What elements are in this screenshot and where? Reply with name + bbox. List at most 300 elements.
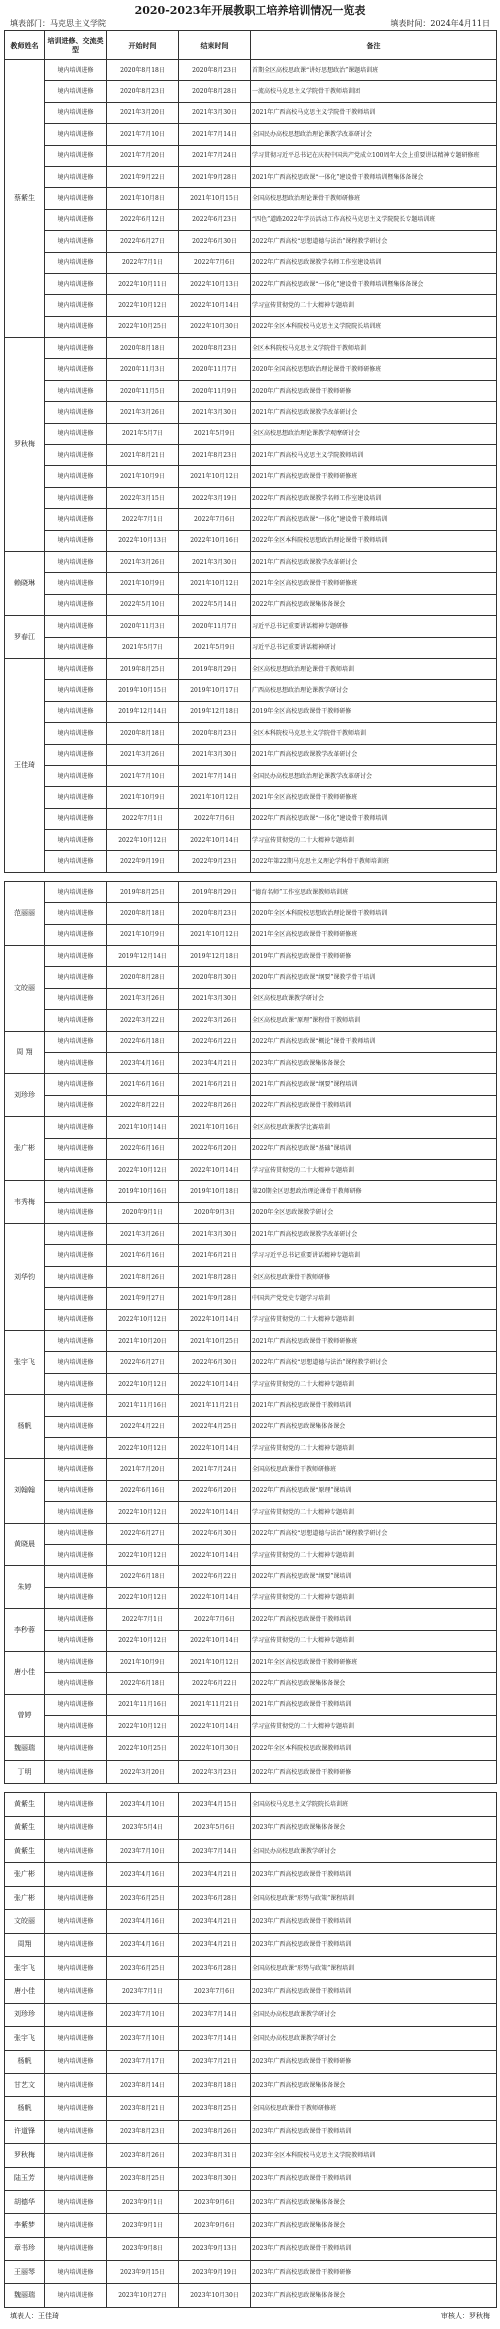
table-row bbox=[5, 2027, 497, 2050]
remarks-cell: 2022年广西高校思政课“一体化”建设骨干教师培训暨集体备课会 bbox=[251, 273, 497, 294]
end-date-cell: 2021年11月21日 bbox=[179, 1395, 251, 1416]
start-date-cell: 2022年9月19日 bbox=[107, 851, 179, 872]
remarks-cell: 2021年广西高校思政课“一体化”建设骨干教师培训暨集体备课会 bbox=[251, 166, 497, 187]
start-date-cell: 2022年10月12日 bbox=[107, 1630, 179, 1651]
training-type-cell: 境内培训进修 bbox=[45, 1886, 107, 1909]
remarks-cell: 学习宣传贯彻党的二十大精神专题培训 bbox=[251, 1716, 497, 1737]
start-date-cell: 2019年8月25日 bbox=[107, 881, 179, 902]
teacher-name-cell: 杨帆 bbox=[5, 2097, 45, 2120]
end-date-cell: 2022年7月6日 bbox=[179, 808, 251, 829]
section-gap bbox=[5, 872, 497, 881]
remarks-cell: 全国高校思政课“形势与政策”课程培训 bbox=[251, 1886, 497, 1909]
end-date-cell: 2022年6月30日 bbox=[179, 1523, 251, 1544]
teacher-name-cell: 张广彬 bbox=[5, 1886, 45, 1909]
start-date-cell: 2023年10月27日 bbox=[107, 2284, 179, 2307]
training-type-cell: 境内培训进修 bbox=[45, 1074, 107, 1095]
table-row bbox=[5, 359, 497, 380]
table-row bbox=[5, 1886, 497, 1909]
training-type-cell: 境内培训进修 bbox=[45, 1288, 107, 1309]
start-date-cell: 2023年6月25日 bbox=[107, 1956, 179, 1979]
start-date-cell: 2022年10月12日 bbox=[107, 830, 179, 851]
table-row bbox=[5, 616, 497, 637]
teacher-name-cell: 赖晓琳 bbox=[5, 551, 45, 615]
training-type-cell: 境内培训进修 bbox=[45, 1673, 107, 1694]
training-type-cell: 境内培训进修 bbox=[45, 903, 107, 924]
remarks-cell: 2022年广西高校“思想道德与法治”课程教学研讨会 bbox=[251, 1523, 497, 1544]
training-type-cell: 境内培训进修 bbox=[45, 573, 107, 594]
start-date-cell: 2023年8月21日 bbox=[107, 2097, 179, 2120]
start-date-cell: 2023年8月25日 bbox=[107, 2167, 179, 2190]
end-date-cell: 2021年8月23日 bbox=[179, 445, 251, 466]
training-type-cell: 境内培训进修 bbox=[45, 2003, 107, 2026]
end-date-cell: 2022年4月25日 bbox=[179, 1416, 251, 1437]
remarks-cell: 2021年全区高校思政课骨干教师研修班 bbox=[251, 787, 497, 808]
start-date-cell: 2021年10月9日 bbox=[107, 466, 179, 487]
end-date-cell: 2021年10月15日 bbox=[179, 188, 251, 209]
end-date-cell: 2023年8月30日 bbox=[179, 2167, 251, 2190]
start-date-cell: 2021年7月10日 bbox=[107, 124, 179, 145]
end-date-cell: 2022年10月14日 bbox=[179, 1502, 251, 1523]
start-date-cell: 2021年8月26日 bbox=[107, 1266, 179, 1287]
training-type-cell: 境内培训进修 bbox=[45, 1331, 107, 1352]
training-type-cell: 境内培训进修 bbox=[45, 2284, 107, 2307]
start-date-cell: 2023年7月1日 bbox=[107, 1980, 179, 2003]
training-type-cell: 境内培训进修 bbox=[45, 338, 107, 359]
training-type-cell: 境内培训进修 bbox=[45, 1737, 107, 1760]
table-row bbox=[5, 1438, 497, 1459]
training-type-cell: 境内培训进修 bbox=[45, 295, 107, 316]
training-type-cell: 境内培训进修 bbox=[45, 808, 107, 829]
start-date-cell: 2022年6月18日 bbox=[107, 1031, 179, 1052]
start-date-cell: 2021年3月26日 bbox=[107, 551, 179, 572]
training-type-cell: 境内培训进修 bbox=[45, 530, 107, 551]
remarks-cell: 2019年全区高校思政课骨干教师研修 bbox=[251, 701, 497, 722]
remarks-cell: 学习宣传贯彻党的二十大精神专题培训 bbox=[251, 1159, 497, 1180]
table-row bbox=[5, 988, 497, 1009]
start-date-cell: 2023年4月16日 bbox=[107, 1910, 179, 1933]
end-date-cell: 2023年10月30日 bbox=[179, 2284, 251, 2307]
end-date-cell: 2022年10月14日 bbox=[179, 1309, 251, 1330]
start-date-cell: 2020年9月1日 bbox=[107, 1202, 179, 1223]
training-type-cell: 境内培训进修 bbox=[45, 1910, 107, 1933]
remarks-cell: 2020年广西高校思政课“纲要”课教学骨干培训 bbox=[251, 967, 497, 988]
remarks-cell: 2022年广西高校思政课骨干教师培训 bbox=[251, 1095, 497, 1116]
training-type-cell: 境内培训进修 bbox=[45, 2190, 107, 2213]
start-date-cell: 2019年8月25日 bbox=[107, 658, 179, 679]
remarks-cell: 全国高校思想政治理论课骨干教师研修班 bbox=[251, 188, 497, 209]
table-row bbox=[5, 102, 497, 123]
training-type-cell: 境内培训进修 bbox=[45, 145, 107, 166]
table-row bbox=[5, 1288, 497, 1309]
teacher-name-cell: 刘珍珍 bbox=[5, 1074, 45, 1117]
teacher-name-cell: 张广彬 bbox=[5, 1863, 45, 1886]
start-date-cell: 2021年10月20日 bbox=[107, 1331, 179, 1352]
remarks-cell: 2021年广西高校思政课教学改革研讨会 bbox=[251, 1224, 497, 1245]
start-date-cell: 2021年10月9日 bbox=[107, 1651, 179, 1672]
training-type-cell: 境内培训进修 bbox=[45, 1544, 107, 1565]
end-date-cell: 2021年3月30日 bbox=[179, 988, 251, 1009]
end-date-cell: 2023年5月6日 bbox=[179, 1816, 251, 1839]
start-date-cell: 2023年5月4日 bbox=[107, 1816, 179, 1839]
table-row bbox=[5, 1760, 497, 1783]
teacher-name-cell: 许道锋 bbox=[5, 2120, 45, 2143]
start-date-cell: 2023年7月10日 bbox=[107, 2003, 179, 2026]
table-row bbox=[5, 1716, 497, 1737]
table-row bbox=[5, 1910, 497, 1933]
training-type-cell: 境内培训进修 bbox=[45, 1694, 107, 1715]
start-date-cell: 2020年8月18日 bbox=[107, 903, 179, 924]
training-type-cell: 境内培训进修 bbox=[45, 1117, 107, 1138]
start-date-cell: 2023年4月10日 bbox=[107, 1793, 179, 1816]
teacher-name-cell: 李紫梦 bbox=[5, 2214, 45, 2237]
training-type-cell: 境内培训进修 bbox=[45, 881, 107, 902]
filler-info bbox=[10, 2310, 59, 2322]
end-date-cell: 2020年11月9日 bbox=[179, 380, 251, 401]
table-row bbox=[5, 2050, 497, 2073]
end-date-cell: 2021年7月24日 bbox=[179, 1459, 251, 1480]
teacher-name-cell: 黄紫生 bbox=[5, 1793, 45, 1816]
end-date-cell: 2023年7月14日 bbox=[179, 2027, 251, 2050]
training-type-cell: 境内培训进修 bbox=[45, 1459, 107, 1480]
end-date-cell: 2021年10月12日 bbox=[179, 573, 251, 594]
remarks-cell: 2022年广西高校思政课骨干教师研修 bbox=[251, 1760, 497, 1783]
remarks-cell: 习近平总书记重要讲话精神专题研修 bbox=[251, 616, 497, 637]
remarks-cell: 学习宣传贯彻党的二十大精神专题培训 bbox=[251, 1502, 497, 1523]
end-date-cell: 2021年10月16日 bbox=[179, 1117, 251, 1138]
start-date-cell: 2022年4月22日 bbox=[107, 1416, 179, 1437]
table-row bbox=[5, 1502, 497, 1523]
end-date-cell: 2021年10月12日 bbox=[179, 924, 251, 945]
training-type-cell: 境内培训进修 bbox=[45, 316, 107, 337]
start-date-cell: 2021年9月27日 bbox=[107, 1288, 179, 1309]
header-meta bbox=[4, 18, 496, 30]
training-type-cell: 境内培训进修 bbox=[45, 2050, 107, 2073]
teacher-name-cell: 丁明 bbox=[5, 1760, 45, 1783]
teacher-name-cell: 王佳琦 bbox=[5, 658, 45, 872]
end-date-cell: 2021年7月14日 bbox=[179, 124, 251, 145]
teacher-name-cell: 张宇飞 bbox=[5, 1956, 45, 1979]
end-date-cell: 2021年3月30日 bbox=[179, 744, 251, 765]
reviewer-label: 审核人： bbox=[441, 2311, 469, 2320]
remarks-cell: 2023年广西高校思政课集体备课会 bbox=[251, 1052, 497, 1073]
remarks-cell: 全国高校马克思主义学院院长培训班 bbox=[251, 1793, 497, 1816]
table-row bbox=[5, 1863, 497, 1886]
start-date-cell: 2023年7月10日 bbox=[107, 2027, 179, 2050]
page-title: 2020-2023年开展教职工培养培训情况一览表 bbox=[134, 4, 366, 17]
start-date-cell: 2021年3月26日 bbox=[107, 744, 179, 765]
filler-value: 王佳琦 bbox=[38, 2311, 59, 2320]
teacher-name-cell: 蔡紫生 bbox=[5, 60, 45, 338]
start-date-cell: 2022年7月1日 bbox=[107, 1609, 179, 1630]
table-row bbox=[5, 1095, 497, 1116]
end-date-cell: 2022年7月6日 bbox=[179, 509, 251, 530]
table-row bbox=[5, 2284, 497, 2307]
table-row bbox=[5, 1694, 497, 1715]
remarks-cell: 2021年广西高校思政课教学改革研讨会 bbox=[251, 402, 497, 423]
start-date-cell: 2021年10月14日 bbox=[107, 1117, 179, 1138]
table-row bbox=[5, 338, 497, 359]
end-date-cell: 2021年3月30日 bbox=[179, 102, 251, 123]
table-row bbox=[5, 1052, 497, 1073]
col-start-date: 开始时间 bbox=[107, 31, 179, 60]
table-row bbox=[5, 1587, 497, 1608]
teacher-name-cell: 罗秋梅 bbox=[5, 338, 45, 552]
end-date-cell: 2020年8月23日 bbox=[179, 60, 251, 81]
table-row bbox=[5, 2144, 497, 2167]
end-date-cell: 2020年8月28日 bbox=[179, 81, 251, 102]
remarks-cell: 学习宣传贯彻党的二十大精神专题培训 bbox=[251, 1309, 497, 1330]
table-row bbox=[5, 881, 497, 902]
start-date-cell: 2022年10月12日 bbox=[107, 295, 179, 316]
end-date-cell: 2022年7月6日 bbox=[179, 1609, 251, 1630]
remarks-cell: 2022年广西高校思政课“概论”课骨干教师培训 bbox=[251, 1031, 497, 1052]
table-row bbox=[5, 637, 497, 658]
time-info bbox=[390, 18, 490, 30]
start-date-cell: 2022年6月12日 bbox=[107, 209, 179, 230]
teacher-name-cell: 文皎丽 bbox=[5, 1910, 45, 1933]
teacher-name-cell: 朱婷 bbox=[5, 1566, 45, 1609]
remarks-cell: 2023年广西高校思政课骨干教师培训 bbox=[251, 2120, 497, 2143]
training-type-cell: 境内培训进修 bbox=[45, 359, 107, 380]
remarks-cell: 2021年全区高校思政课骨干教师研修班 bbox=[251, 924, 497, 945]
start-date-cell: 2022年6月16日 bbox=[107, 1138, 179, 1159]
training-type-cell: 境内培训进修 bbox=[45, 1480, 107, 1501]
end-date-cell: 2021年10月12日 bbox=[179, 1651, 251, 1672]
end-date-cell: 2021年9月28日 bbox=[179, 1288, 251, 1309]
training-type-cell: 境内培训进修 bbox=[45, 1395, 107, 1416]
table-row bbox=[5, 1331, 497, 1352]
start-date-cell: 2020年11月3日 bbox=[107, 616, 179, 637]
end-date-cell: 2019年10月18日 bbox=[179, 1181, 251, 1202]
end-date-cell: 2021年3月30日 bbox=[179, 1224, 251, 1245]
training-type-cell: 境内培训进修 bbox=[45, 658, 107, 679]
training-type-cell: 境内培训进修 bbox=[45, 2237, 107, 2260]
end-date-cell: 2022年6月22日 bbox=[179, 1566, 251, 1587]
table-header-row bbox=[5, 31, 497, 60]
end-date-cell: 2021年8月28日 bbox=[179, 1266, 251, 1287]
training-type-cell: 境内培训进修 bbox=[45, 1651, 107, 1672]
section-1-body bbox=[5, 60, 497, 873]
remarks-cell: 全国高校思政课骨干教师研修班 bbox=[251, 2097, 497, 2120]
table-row bbox=[5, 830, 497, 851]
training-type-cell: 境内培训进修 bbox=[45, 2027, 107, 2050]
training-type-cell: 境内培训进修 bbox=[45, 1373, 107, 1394]
table-row bbox=[5, 145, 497, 166]
end-date-cell: 2023年6月28日 bbox=[179, 1886, 251, 1909]
start-date-cell: 2022年3月22日 bbox=[107, 1010, 179, 1031]
start-date-cell: 2019年12月14日 bbox=[107, 946, 179, 967]
training-type-cell: 境内培训进修 bbox=[45, 2097, 107, 2120]
end-date-cell: 2021年3月30日 bbox=[179, 551, 251, 572]
start-date-cell: 2021年10月9日 bbox=[107, 573, 179, 594]
teacher-name-cell: 章书珍 bbox=[5, 2237, 45, 2260]
table-footer bbox=[4, 2310, 496, 2322]
table-row bbox=[5, 380, 497, 401]
table-row bbox=[5, 1933, 497, 1956]
table-row bbox=[5, 188, 497, 209]
table-row bbox=[5, 209, 497, 230]
table-row bbox=[5, 530, 497, 551]
table-row bbox=[5, 509, 497, 530]
remarks-cell: 全区本科院校马克思主义学院骨干教师培训 bbox=[251, 338, 497, 359]
table-row bbox=[5, 1840, 497, 1863]
start-date-cell: 2021年6月16日 bbox=[107, 1245, 179, 1266]
end-date-cell: 2021年10月25日 bbox=[179, 1331, 251, 1352]
table-row bbox=[5, 903, 497, 924]
table-row bbox=[5, 946, 497, 967]
remarks-cell: 2021年广西高校思政课教学改革研讨会 bbox=[251, 744, 497, 765]
end-date-cell: 2022年6月23日 bbox=[179, 209, 251, 230]
remarks-cell: 2021年广西高校思政课骨干教师研修班 bbox=[251, 466, 497, 487]
teacher-name-cell: 张宇飞 bbox=[5, 1331, 45, 1395]
start-date-cell: 2023年7月10日 bbox=[107, 1840, 179, 1863]
section-gap bbox=[5, 1784, 497, 1793]
training-type-cell: 境内培训进修 bbox=[45, 1816, 107, 1839]
end-date-cell: 2022年10月14日 bbox=[179, 1373, 251, 1394]
teacher-name-cell: 范丽丽 bbox=[5, 881, 45, 945]
training-type-cell: 境内培训进修 bbox=[45, 445, 107, 466]
end-date-cell: 2023年4月15日 bbox=[179, 1793, 251, 1816]
table-row bbox=[5, 273, 497, 294]
teacher-name-cell: 刘翰翰 bbox=[5, 1459, 45, 1523]
end-date-cell: 2022年10月14日 bbox=[179, 830, 251, 851]
end-date-cell: 2023年8月18日 bbox=[179, 2073, 251, 2096]
end-date-cell: 2022年6月22日 bbox=[179, 1673, 251, 1694]
end-date-cell: 2020年11月7日 bbox=[179, 359, 251, 380]
start-date-cell: 2023年4月16日 bbox=[107, 1052, 179, 1073]
remarks-cell: 2021年广西高校思政课骨干教师培训 bbox=[251, 1694, 497, 1715]
col-end-date: 结束时间 bbox=[179, 31, 251, 60]
remarks-cell: 习近平总书记重要讲话精神研讨 bbox=[251, 637, 497, 658]
training-type-cell: 境内培训进修 bbox=[45, 1095, 107, 1116]
end-date-cell: 2022年8月26日 bbox=[179, 1095, 251, 1116]
remarks-cell: 全区本科院校马克思主义学院骨干教师培训 bbox=[251, 723, 497, 744]
training-type-cell: 境内培训进修 bbox=[45, 1933, 107, 1956]
start-date-cell: 2023年4月16日 bbox=[107, 1863, 179, 1886]
table-row bbox=[5, 723, 497, 744]
remarks-cell: 2022年广西高校思政课“一体化”建设骨干教师培训 bbox=[251, 509, 497, 530]
table-row bbox=[5, 1459, 497, 1480]
table-row bbox=[5, 1609, 497, 1630]
training-type-cell: 境内培训进修 bbox=[45, 1010, 107, 1031]
start-date-cell: 2021年3月20日 bbox=[107, 102, 179, 123]
col-teacher-name: 教师姓名 bbox=[5, 31, 45, 60]
remarks-cell: 2023年广西高校思政课骨干教师培训 bbox=[251, 1933, 497, 1956]
teacher-name-cell: 周 翔 bbox=[5, 1031, 45, 1074]
end-date-cell: 2022年9月23日 bbox=[179, 851, 251, 872]
remarks-cell: 2020年广西高校思政课骨干教师研修 bbox=[251, 380, 497, 401]
training-type-cell: 境内培训进修 bbox=[45, 1523, 107, 1544]
table-row bbox=[5, 765, 497, 786]
remarks-cell: 2023年广西高校思政课骨干教师培训 bbox=[251, 2237, 497, 2260]
start-date-cell: 2022年6月16日 bbox=[107, 1480, 179, 1501]
training-type-cell: 境内培训进修 bbox=[45, 988, 107, 1009]
end-date-cell: 2023年9月13日 bbox=[179, 2237, 251, 2260]
remarks-cell: 2022年广西高校“思想道德与法治”课程教学研讨会 bbox=[251, 1352, 497, 1373]
remarks-cell: 2022年广西高校思政课集体备课会 bbox=[251, 1416, 497, 1437]
table-row bbox=[5, 1673, 497, 1694]
start-date-cell: 2022年3月20日 bbox=[107, 1760, 179, 1783]
teacher-name-cell: 李秒蓉 bbox=[5, 1609, 45, 1652]
teacher-name-cell: 魏丽瑞 bbox=[5, 2284, 45, 2307]
table-row bbox=[5, 166, 497, 187]
training-type-cell: 境内培训进修 bbox=[45, 1181, 107, 1202]
table-row bbox=[5, 2214, 497, 2237]
remarks-cell: 2023年广西高校思政课骨干教师培训 bbox=[251, 1980, 497, 2003]
teacher-name-cell: 杨帆 bbox=[5, 1395, 45, 1459]
remarks-cell: 2022年第22期马克思主义理论学科骨干教师培训班 bbox=[251, 851, 497, 872]
end-date-cell: 2020年9月3日 bbox=[179, 1202, 251, 1223]
start-date-cell: 2022年10月25日 bbox=[107, 316, 179, 337]
teacher-name-cell: 陆玉芳 bbox=[5, 2167, 45, 2190]
teacher-name-cell: 胡德华 bbox=[5, 2190, 45, 2213]
teacher-name-cell: 周翔 bbox=[5, 1933, 45, 1956]
table-row bbox=[5, 1416, 497, 1437]
remarks-cell: 全国高校思政课骨干教师研修班 bbox=[251, 1459, 497, 1480]
end-date-cell: 2021年10月12日 bbox=[179, 466, 251, 487]
table-row bbox=[5, 1793, 497, 1816]
remarks-cell: 2021年广西高校思政课骨干教师培训 bbox=[251, 1395, 497, 1416]
teacher-name-cell: 杨帆 bbox=[5, 2050, 45, 2073]
remarks-cell: 全国民办高校思政课教学研讨会 bbox=[251, 2003, 497, 2026]
training-type-cell: 境内培训进修 bbox=[45, 1980, 107, 2003]
remarks-cell: “四色”道路2022年学员活动工作高校马克思主义学院院长专题培训班 bbox=[251, 209, 497, 230]
remarks-cell: 全国民办高校思政课教学研讨会 bbox=[251, 1840, 497, 1863]
start-date-cell: 2019年10月15日 bbox=[107, 680, 179, 701]
remarks-cell: 2022年全区本科院校思想政治理论课骨干教师培训 bbox=[251, 530, 497, 551]
start-date-cell: 2022年10月12日 bbox=[107, 1544, 179, 1565]
training-type-cell: 境内培训进修 bbox=[45, 946, 107, 967]
end-date-cell: 2021年10月12日 bbox=[179, 787, 251, 808]
end-date-cell: 2023年4月21日 bbox=[179, 1933, 251, 1956]
remarks-cell: 全国民办高校思政课教学研讨会 bbox=[251, 2027, 497, 2050]
training-type-cell: 境内培训进修 bbox=[45, 1266, 107, 1287]
table-row bbox=[5, 744, 497, 765]
start-date-cell: 2021年3月26日 bbox=[107, 402, 179, 423]
remarks-cell: 学习宣传贯彻党的二十大精神专题培训 bbox=[251, 1373, 497, 1394]
end-date-cell: 2023年7月14日 bbox=[179, 1840, 251, 1863]
table-row bbox=[5, 1138, 497, 1159]
start-date-cell: 2022年6月18日 bbox=[107, 1566, 179, 1587]
start-date-cell: 2022年6月27日 bbox=[107, 1352, 179, 1373]
table-row bbox=[5, 252, 497, 273]
end-date-cell: 2022年6月30日 bbox=[179, 1352, 251, 1373]
training-type-cell: 境内培训进修 bbox=[45, 594, 107, 615]
table-row bbox=[5, 1373, 497, 1394]
training-type-cell: 境内培训进修 bbox=[45, 1245, 107, 1266]
training-type-cell: 境内培训进修 bbox=[45, 1202, 107, 1223]
end-date-cell: 2022年10月14日 bbox=[179, 295, 251, 316]
training-type-cell: 境内培训进修 bbox=[45, 1309, 107, 1330]
table-row bbox=[5, 81, 497, 102]
end-date-cell: 2021年5月9日 bbox=[179, 637, 251, 658]
training-type-cell: 境内培训进修 bbox=[45, 124, 107, 145]
training-type-cell: 境内培训进修 bbox=[45, 1224, 107, 1245]
remarks-cell: 2021年全区高校思政课骨干教师研修班 bbox=[251, 573, 497, 594]
document-page bbox=[4, 0, 496, 2322]
end-date-cell: 2019年8月29日 bbox=[179, 881, 251, 902]
training-type-cell: 境内培训进修 bbox=[45, 1840, 107, 1863]
end-date-cell: 2019年12月18日 bbox=[179, 946, 251, 967]
table-row bbox=[5, 295, 497, 316]
training-type-cell: 境内培训进修 bbox=[45, 1052, 107, 1073]
end-date-cell: 2019年8月29日 bbox=[179, 658, 251, 679]
start-date-cell: 2022年10月12日 bbox=[107, 1159, 179, 1180]
table-row bbox=[5, 787, 497, 808]
end-date-cell: 2022年6月20日 bbox=[179, 1138, 251, 1159]
time-label: 填表时间： bbox=[390, 19, 431, 28]
training-type-cell: 境内培训进修 bbox=[45, 2120, 107, 2143]
